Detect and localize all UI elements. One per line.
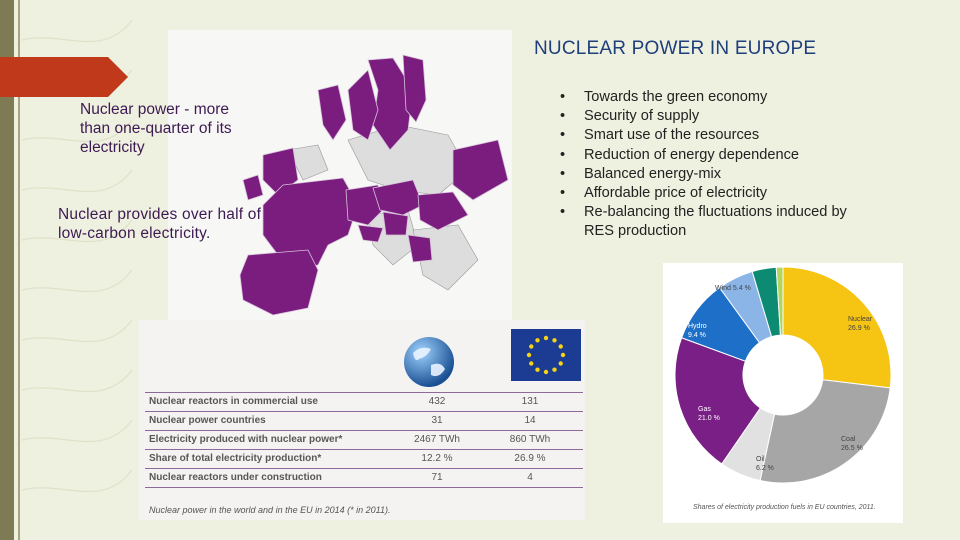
- flag-star-icon: [529, 361, 533, 365]
- bullet-icon: •: [560, 127, 566, 144]
- slice-value-label: 26.5 %: [841, 445, 863, 452]
- flag-star-icon: [559, 361, 563, 365]
- flag-star-icon: [552, 338, 556, 342]
- list-item: • Towards the green economy: [560, 88, 860, 107]
- globe-icon: [401, 335, 457, 389]
- slice-label: Wind 5.4 %: [715, 285, 751, 292]
- chart-caption: Shares of electricity production fuels in EU countries, 2011.: [693, 504, 876, 511]
- pie-slice-coal: [760, 380, 890, 483]
- flag-star-icon: [529, 344, 533, 348]
- eu-flag-icon: [511, 329, 581, 381]
- flag-star-icon: [544, 370, 548, 374]
- slice-label: Hydro: [688, 323, 707, 330]
- slice-value-label: 21.0 %: [698, 415, 720, 422]
- flag-star-icon: [527, 353, 531, 357]
- world-eu-table: [139, 320, 585, 520]
- flag-star-icon: [559, 344, 563, 348]
- flag-star-icon: [552, 368, 556, 372]
- table-divider: [145, 487, 583, 488]
- flag-star-icon: [535, 338, 539, 342]
- table-note: Nuclear power in the world and in the EU in 2014 (* in 2011).: [149, 505, 391, 515]
- bullet-icon: •: [560, 204, 566, 221]
- map-caption-low-carbon: Nuclear provides over half of low-carbon electricity.: [58, 206, 262, 242]
- flag-star-icon: [561, 353, 565, 357]
- flag-star-icon: [535, 368, 539, 372]
- table-row: Nuclear reactors under construction 71 4: [149, 472, 533, 483]
- bullet-icon: •: [560, 185, 566, 202]
- table-row: Electricity produced with nuclear power* 2467 TWh 860 TWh: [149, 434, 551, 445]
- list-item: • Balanced energy-mix: [560, 165, 860, 184]
- table-row: Nuclear power countries 31 14: [149, 415, 536, 426]
- benefits-list: [560, 88, 860, 242]
- list-item: • Security of supply: [560, 107, 860, 126]
- table-row: Share of total electricity production* 12.2 % 26.9 %: [149, 453, 546, 464]
- page-title: NUCLEAR POWER IN EUROPE: [534, 38, 817, 59]
- slice-value-label: 9.4 %: [688, 332, 706, 339]
- bullet-icon: •: [560, 165, 566, 182]
- table-row: Nuclear reactors in commercial use 432 131: [149, 396, 539, 407]
- slice-label: Nuclear: [848, 316, 873, 323]
- slice-label: Oil: [756, 456, 765, 463]
- slice-label: Coal: [841, 436, 856, 443]
- map-caption-quarter: Nuclear power - more than one-quarter of its electricity: [80, 101, 232, 156]
- slice-value-label: 26.9 %: [848, 325, 870, 332]
- europe-map: [168, 30, 512, 320]
- slice-label: Gas: [698, 406, 711, 413]
- slice-value-label: 6.2 %: [756, 465, 774, 472]
- bullet-icon: •: [560, 146, 566, 163]
- list-item: • Smart use of the resources: [560, 126, 860, 145]
- bullet-icon: •: [560, 108, 566, 125]
- pie-slice-nuclear: [783, 267, 891, 388]
- list-item: • Affordable price of electricity: [560, 184, 860, 203]
- list-item: • Re-balancing the fluctuations induced by RES production: [560, 204, 847, 240]
- bullet-icon: •: [560, 89, 566, 105]
- pie-chart: [663, 263, 903, 503]
- energy-mix-chart: [663, 263, 903, 523]
- arrow-tab-icon: [0, 57, 130, 97]
- list-item: • Reduction of energy dependence: [560, 146, 860, 165]
- flag-star-icon: [544, 336, 548, 340]
